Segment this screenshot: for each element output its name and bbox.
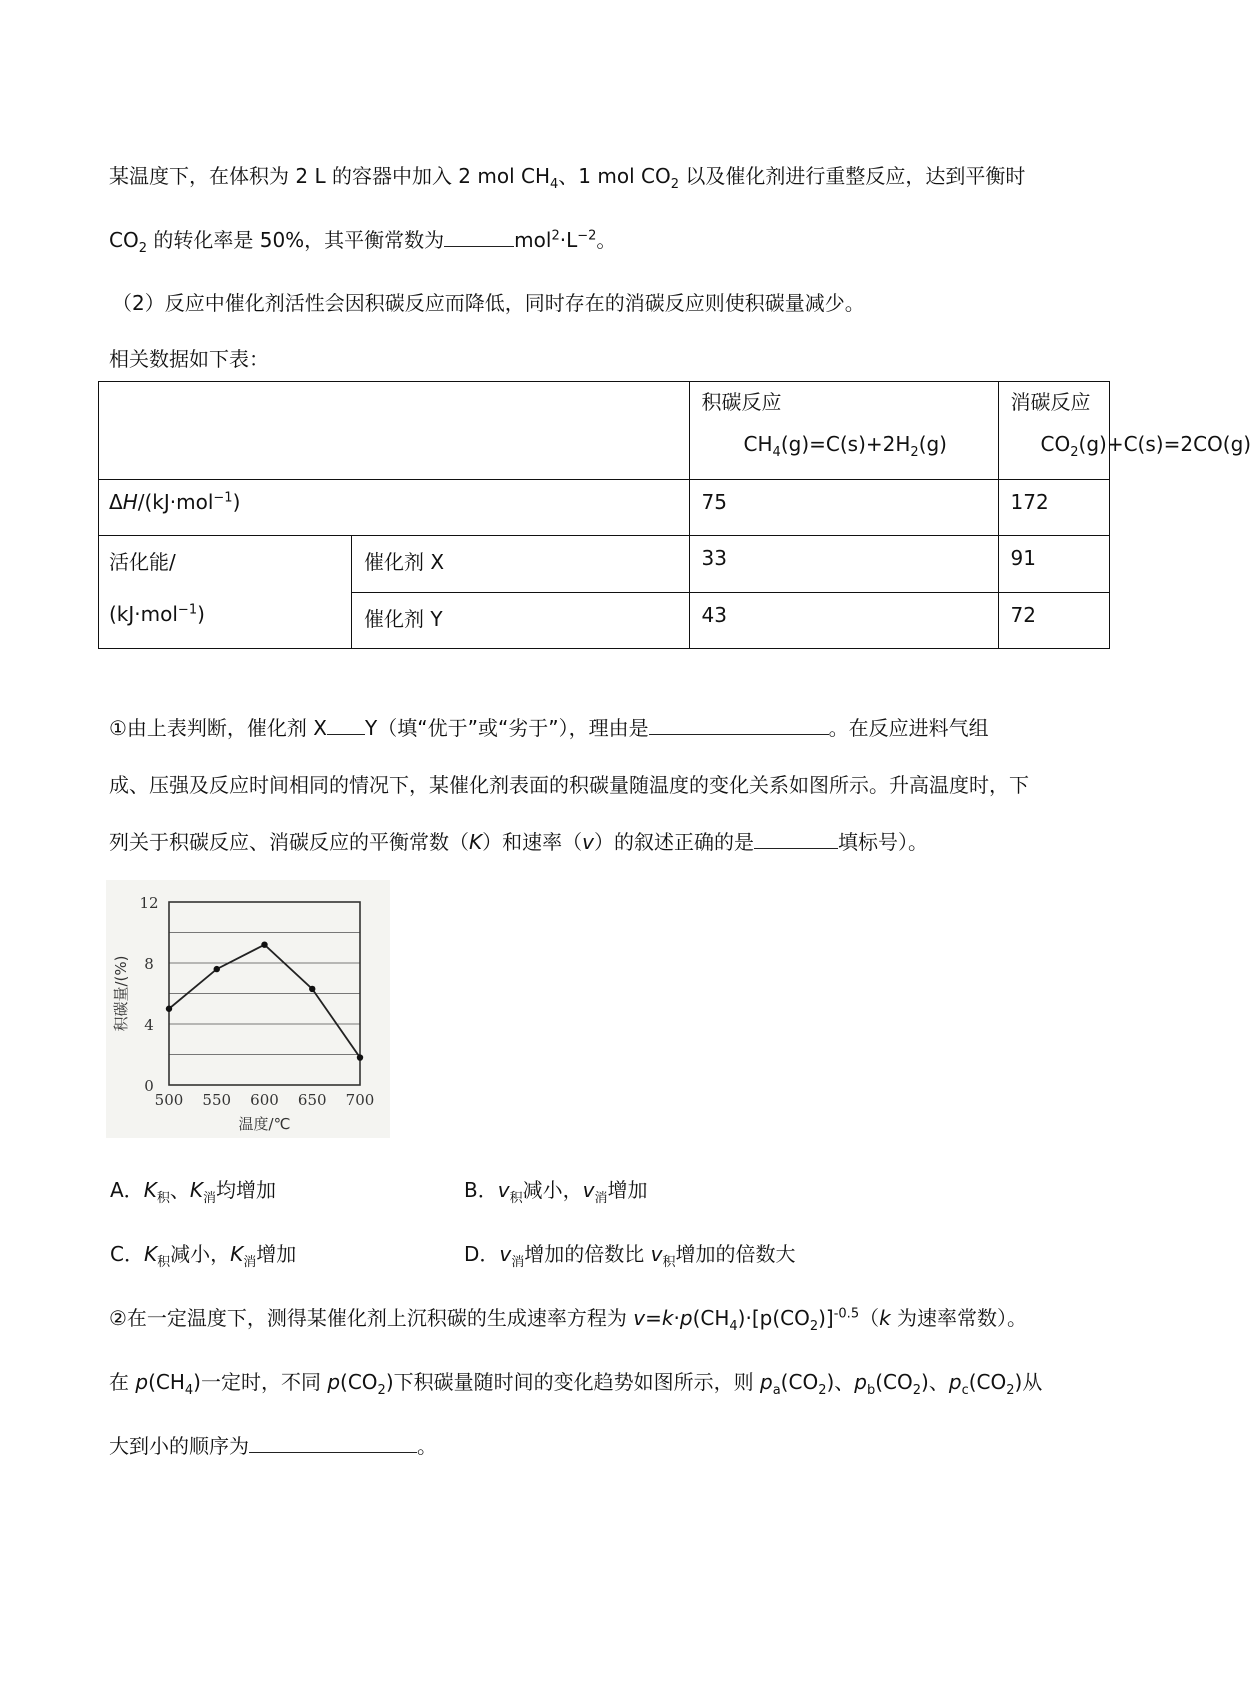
ea-label-line1: 活化能/ [109,550,176,574]
data-table [98,381,1251,649]
option-b[interactable]: B．$v_积$减小，$v_消$增加 [464,1178,648,1206]
para2: （2）反应中催化剂活性会因积碳反应而降低，同时存在的消碳反应则使积碳量减少。 [112,291,865,315]
catalyst-x-label: 催化剂 X [352,536,690,593]
x-tick-label: 500 [154,1091,184,1109]
q1-line3: 列关于积碳反应、消碳反应的平衡常数（K）和速率（v）的叙述正确的是 填标号）。 [109,830,928,854]
table-header-carbon-deposition [689,382,998,480]
data-point [309,986,315,992]
x-axis-label: 温度/℃ [238,1115,291,1133]
y-tick-label: 8 [144,955,154,973]
answer-blank-compare[interactable] [327,716,365,735]
dh-value-1: 75 [689,480,998,536]
x-tick-label: 700 [345,1091,375,1109]
q1-line1: ①由上表判断，催化剂 X Y（填“优于”或“劣于”），理由是 。在反应进料气组 [109,716,989,740]
answer-blank-constant[interactable] [444,228,514,247]
equation-carbon-deposition: $CH_4(g)=C(s)+2H_2(g)$ [743,432,947,460]
ea-label-cell [99,536,352,649]
data-point [357,1054,363,1060]
y-tick-label: 4 [144,1016,154,1034]
q1-line2: 成、压强及反应时间相同的情况下，某催化剂表面的积碳量随温度的变化关系如图所示。升高温度时，下 [109,773,1029,797]
catalyst-y-value-2: 72 [998,592,1109,649]
para1-line2: $CO_2$ 的转化率是 50%，其平衡常数为 $mol^2\cdot L^{-2}$。 [109,228,617,256]
option-a[interactable]: A．$K_积$、$K_消$均增加 [110,1178,276,1206]
dh-value-2: 172 [998,480,1109,536]
q2-line3: 大到小的顺序为 。 [109,1434,437,1458]
header-title: 积碳反应 [701,390,782,414]
y-tick-label: 0 [144,1077,154,1095]
table-intro: 相关数据如下表： [109,347,269,371]
y-axis-label: 积碳量/(%) [112,955,130,1032]
ea-label-line2: (kJ·mol$^{-1}$) [109,602,205,626]
x-tick-label: 600 [250,1091,279,1109]
x-tick-label: 550 [202,1091,232,1109]
series-line [169,945,360,1058]
answer-blank-order[interactable] [249,1434,417,1453]
table-header-carbon-elimination [998,382,1251,480]
option-c[interactable]: C．$K_积$减小，$K_消$增加 [110,1242,297,1270]
catalyst-y-label: 催化剂 Y [352,592,690,649]
y-tick-label: 12 [139,894,159,912]
equation-carbon-elimination: $CO_2(g)+C(s)=2CO(g)$ [1040,432,1251,460]
para1-line1: 某温度下，在体积为 2 L 的容器中加入 2 mol $CH_4$、1 mol $CO_2$ 以及催化剂进行重整反应，达到平衡时 [109,164,1026,192]
x-tick-label: 650 [297,1091,327,1109]
q2-line2: 在 $p(CH_4)$一定时，不同 $p(CO_2)$下积碳量随时间的变化趋势如图所示，则 $p_a(CO_2)$、$p_b(CO_2)$、$p_c(CO_2)$从 [109,1370,1043,1398]
catalyst-y-value-1: 43 [689,592,998,649]
data-point [214,966,220,972]
option-d[interactable]: D．$v_消$增加的倍数比 $v_积$增加的倍数大 [464,1242,796,1270]
catalyst-x-value-1: 33 [689,536,998,593]
dh-label-cell: ΔH/(kJ·mol$^{-1}$) [99,480,690,536]
catalyst-x-value-2: 91 [998,536,1109,593]
table-corner-cell [99,382,690,480]
answer-blank-reason[interactable] [649,716,829,735]
data-point [261,942,267,948]
carbon-vs-temperature-chart [106,880,390,1138]
chart-svg [106,880,390,1138]
data-point [166,1006,172,1012]
q2-line1: ②在一定温度下，测得某催化剂上沉积碳的生成速率方程为 $v=k\cdot p(CH_4)\cdot[p(CO_2)]^{-0.5}(k$ 为速率常数）。 [109,1306,1028,1334]
header-title: 消碳反应 [1010,390,1091,414]
answer-blank-choice[interactable] [754,830,838,849]
